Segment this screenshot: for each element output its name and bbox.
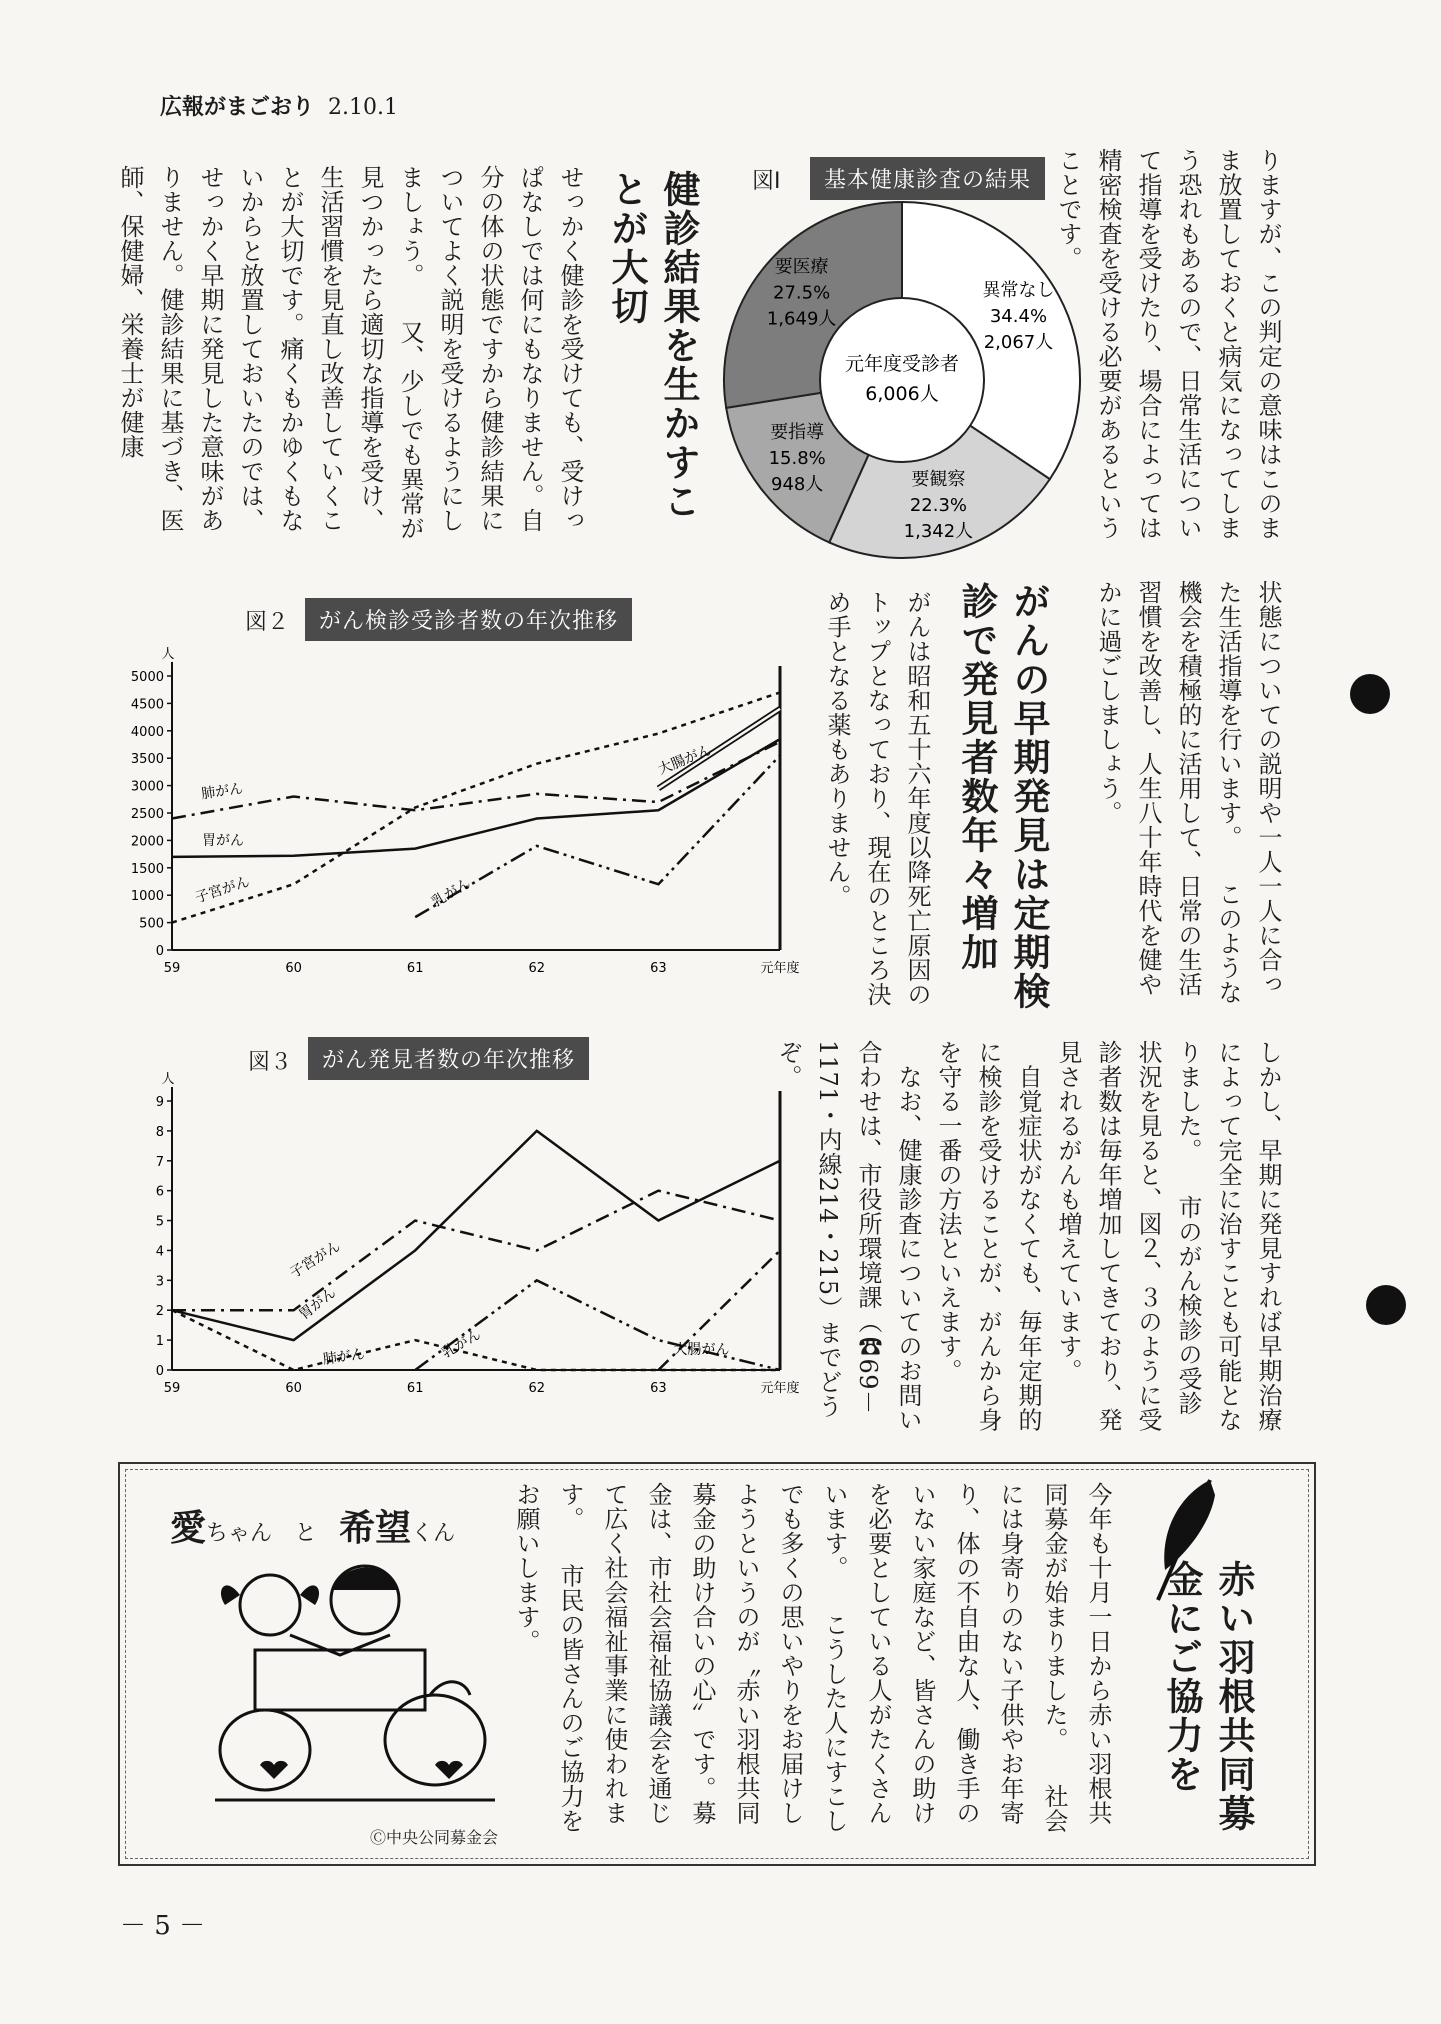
series-子宮がん-label: 子宮がん [193, 873, 252, 907]
pie-slice-label-1: 1,342人 [903, 520, 974, 542]
issue-date: 2.10.1 [328, 95, 398, 120]
y-tick-label: 0 [155, 944, 164, 959]
x-tick-label: 63 [650, 1381, 667, 1396]
line-chart-figure2 [120, 647, 800, 980]
series-子宮がん-label: 子宮がん [287, 1238, 344, 1282]
series-大腸がん-label: 大腸がん [673, 1342, 730, 1358]
mascot-illustration [195, 1555, 515, 1815]
line-chart-figure3 [120, 1072, 800, 1400]
page-number: － 5 － [120, 1911, 206, 1941]
y-tick-label: 3 [155, 1274, 164, 1290]
pie-center-hole [820, 298, 984, 462]
punch-hole-top [1350, 674, 1390, 714]
y-tick-label: 1 [155, 1334, 164, 1350]
x-tick-label: 62 [528, 961, 546, 976]
series-胃がん-line [172, 1131, 780, 1340]
y-tick-label: 3000 [130, 779, 164, 795]
article2-heading: がんの早期発見は定期検診で発見者数年々増加 [955, 582, 1050, 1011]
article1-body: せっかく健診を受けても、受けっぱなしでは何にもなりません。自分の体の状態ですから健診結果についてよく説明を受けるようにしましょう。 又、少しでも異常が見つかったら適切な指導を受け、生活習慣を見直し改善していくことが大切です。痛くもかゆくもないからと放置しておいたのでは、せっかく早期に発見した意味がありません。健診結果に基づき、医師、保健婦、栄養士が健康 [116, 165, 584, 541]
y-tick-label: 7 [155, 1154, 164, 1170]
y-tick-label: 4000 [130, 724, 164, 740]
character-name-ai: 愛 [170, 1508, 207, 1549]
y-tick-label: 6 [155, 1184, 164, 1200]
publication-title: 広報がまごおり [160, 95, 315, 120]
article3-heading: 赤い羽根共同募金にご協力を [1160, 1560, 1256, 1833]
article2-continuation: しかし、早期に発見すれば早期治療によって完全に治すことも可能となりました。 市のがん検診の受診状況を見ると、図２、３のように受診者数は毎年増加してきており、発見されるがんも増えています。 自覚症状がなくても、毎年定期的に検診を受けることが、がんから身を守る一番の方法といえます。 なお、健康診査についてのお問い合わせは、市役所環境課（☎69－1171・内線214・215）までどうぞ。 [774, 1040, 1282, 1432]
pie-slice-label-0: 2,067人 [983, 331, 1054, 353]
pie-chart-figure1 [712, 190, 1092, 570]
pie-slice-label-2: 948人 [771, 474, 824, 496]
figure3-label: 図３ [248, 1050, 293, 1075]
pie-center-label: 元年度受診者 [844, 353, 960, 375]
y-tick-label: 2 [155, 1304, 164, 1320]
y-tick-label: 8 [155, 1124, 164, 1140]
character-suffix-kun: くん [411, 1521, 456, 1546]
article1-continuation-top: りますが、この判定の意味はこのまま放置しておくと病気になってしまう恐れもあるので、日常生活について指導を受けたり、場合によっては精密検査を受ける必要があるということです。 [1054, 148, 1282, 540]
page-header [160, 90, 398, 121]
pie-slice-label-1: 要観察 [911, 468, 966, 490]
figure3-title: がん発見者数の年次推移 [308, 1037, 589, 1080]
copyright-text: Ⓒ中央公同募金会 [370, 1828, 499, 1847]
y-axis-unit: 人 [161, 1072, 175, 1087]
series-大腸がん-label: 大腸がん [655, 742, 714, 779]
x-tick-label: 59 [163, 1381, 181, 1396]
x-tick-label: 59 [163, 961, 181, 976]
x-tick-label: 61 [406, 961, 424, 976]
article1-continuation-mid: 状態についての説明や一人一人に合った生活指導を行います。 このような機会を積極的に活用して、日常の生活習慣を改善し、人生八十年時代を健やかに過ごしましょう。 [1094, 580, 1282, 1005]
x-tick-label: 60 [285, 1381, 302, 1396]
y-tick-label: 3500 [130, 752, 164, 768]
y-tick-label: 1000 [130, 889, 164, 905]
pie-slice-label-2: 15.8% [768, 448, 826, 470]
x-tick-label: 元年度 [760, 1381, 800, 1396]
pie-slice-label-2: 要指導 [770, 422, 825, 444]
y-tick-label: 5000 [130, 670, 164, 685]
article3-body: 今年も十月一日から赤い羽根共同募金が始まりました。 社会には身寄りのない子供やお年寄り、体の不自由な人、働き手のいない家庭など、皆さんの助けを必要としている人がたくさんいます。 こうした人にすこしでも多くの思いやりをお届けしようというのが〝赤い羽根共同募金の助け合いの心〟です。募金は、市社会福祉協議会を通じて広く社会福祉事業に使われます。 市民の皆さんのご協力をお願いします。 [512, 1482, 1112, 1834]
pie-slice-label-3: 要医療 [774, 256, 829, 278]
pie-slice-label-3: 1,649人 [766, 308, 837, 330]
character-name-kibou: 希望 [339, 1508, 412, 1549]
x-tick-label: 61 [406, 1381, 424, 1396]
series-肺がん-label: 肺がん [200, 780, 245, 803]
series-子宮がん-line [172, 692, 780, 922]
figure1-title: 基本健康診査の結果 [810, 157, 1045, 200]
series-乳がん-label: 乳がん [429, 875, 474, 911]
x-tick-label: 元年度 [760, 961, 800, 976]
punch-hole-bottom [1366, 1285, 1406, 1325]
y-tick-label: 4500 [130, 697, 164, 713]
series-胃がん-label: 胃がん [202, 832, 244, 849]
pie-slice-label-0: 34.4% [989, 305, 1048, 327]
figure2-label: 図２ [245, 610, 290, 635]
figure2-title: がん検診受診者数の年次推移 [305, 598, 632, 641]
character-title [170, 1500, 455, 1551]
series-子宮がん-line [172, 1191, 780, 1311]
feather-icon [1140, 1475, 1230, 1605]
character-and: と [294, 1521, 317, 1546]
pie-slice-label-1: 22.3% [909, 494, 968, 516]
y-tick-label: 9 [155, 1095, 164, 1110]
series-肺がん-label: 肺がん [321, 1346, 366, 1368]
series-胃がん-label: 胃がん [296, 1284, 340, 1324]
y-tick-label: 0 [155, 1364, 164, 1379]
article2-body: がんは昭和五十六年度以降死亡原因のトップとなっており、現在のところ決め手となる薬もありません。 [823, 590, 931, 1007]
y-tick-label: 2500 [130, 807, 164, 822]
y-tick-label: 2000 [130, 834, 164, 850]
character-suffix-chan: ちゃん [206, 1521, 273, 1546]
y-axis-unit: 人 [161, 647, 175, 662]
y-tick-label: 500 [139, 916, 164, 932]
x-tick-label: 63 [650, 961, 667, 976]
x-tick-label: 60 [285, 961, 302, 976]
y-tick-label: 5 [155, 1214, 164, 1230]
y-tick-label: 1500 [130, 861, 164, 877]
pie-center-value: 6,006人 [865, 383, 939, 405]
y-tick-label: 4 [155, 1244, 164, 1260]
series-乳がん-label: 乳がん [439, 1326, 484, 1362]
pie-slice-label-3: 27.5% [773, 282, 831, 304]
x-tick-label: 62 [528, 1381, 546, 1396]
figure1-label: 図Ⅰ [752, 169, 781, 194]
article1-heading: 健診結果を生かすことが大切 [605, 170, 700, 521]
pie-slice-label-0: 異常なし [982, 279, 1055, 301]
